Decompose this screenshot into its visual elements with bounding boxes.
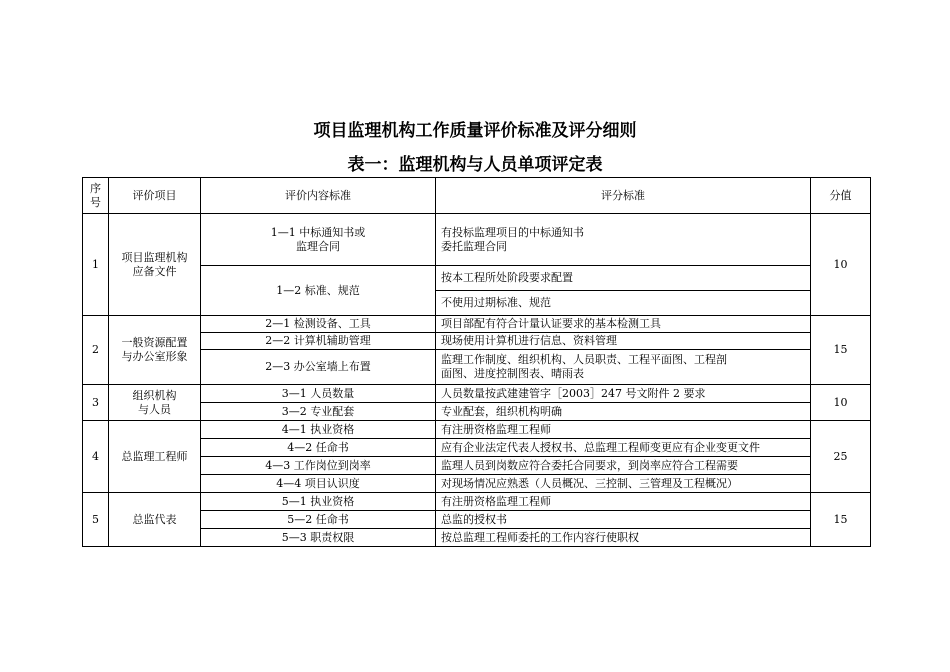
score-cell: 25 (811, 421, 871, 493)
header-content: 评价内容标准 (201, 178, 436, 214)
criteria-cell: 有投标监理项目的中标通知书 委托监理合同 (436, 214, 811, 266)
criteria-cell: 人员数量按武建建管字［2003］247 号文附件 2 要求 (436, 385, 811, 403)
content-cell: 5—3 职责权限 (201, 529, 436, 547)
item-cell: 一般资源配置 与办公室形象 (109, 316, 201, 385)
header-seq: 序 号 (83, 178, 109, 214)
criteria-cell: 不使用过期标准、规范 (436, 291, 811, 316)
criteria-cell: 监理人员到岗数应符合委托合同要求，到岗率应符合工程需要 (436, 457, 811, 475)
content-cell: 3—1 人员数量 (201, 385, 436, 403)
item-cell: 总监代表 (109, 493, 201, 547)
seq-cell: 1 (83, 214, 109, 316)
table-row (83, 529, 871, 547)
content-cell: 1—2 标准、规范 (201, 266, 436, 316)
content-cell: 2—2 计算机辅助管理 (201, 333, 436, 350)
table-row (83, 316, 871, 333)
criteria-cell: 应有企业法定代表人授权书、总监理工程师变更应有企业变更文件 (436, 439, 811, 457)
content-cell: 2—3 办公室墙上布置 (201, 350, 436, 385)
item-cell: 总监理工程师 (109, 421, 201, 493)
content-cell: 3—2 专业配套 (201, 403, 436, 421)
content-cell: 5—2 任命书 (201, 511, 436, 529)
score-cell: 15 (811, 316, 871, 385)
table-row (83, 266, 871, 291)
table-row (83, 475, 871, 493)
criteria-cell: 有注册资格监理工程师 (436, 493, 811, 511)
document-title: 项目监理机构工作质量评价标准及评分细则 (313, 121, 637, 141)
header-item: 评价项目 (109, 178, 201, 214)
content-cell: 1—1 中标通知书或 监理合同 (201, 214, 436, 266)
table-row (83, 214, 871, 266)
header-score: 分值 (811, 178, 871, 214)
header-row (83, 178, 871, 214)
content-cell: 2—1 检测设备、工具 (201, 316, 436, 333)
table-row (83, 403, 871, 421)
table-row (83, 333, 871, 350)
criteria-cell: 按本工程所处阶段要求配置 (436, 266, 811, 291)
item-cell: 项目监理机构 应备文件 (109, 214, 201, 316)
header-criteria: 评分标准 (436, 178, 811, 214)
criteria-cell: 按总监理工程师委托的工作内容行使职权 (436, 529, 811, 547)
table-row (83, 493, 871, 511)
seq-cell: 2 (83, 316, 109, 385)
criteria-cell: 项目部配有符合计量认证要求的基本检测工具 (436, 316, 811, 333)
table-row (83, 457, 871, 475)
item-cell: 组织机构 与人员 (109, 385, 201, 421)
table-row (83, 421, 871, 439)
table-row (83, 439, 871, 457)
content-cell: 4—4 项目认识度 (201, 475, 436, 493)
criteria-cell: 专业配套，组织机构明确 (436, 403, 811, 421)
seq-cell: 5 (83, 493, 109, 547)
seq-cell: 3 (83, 385, 109, 421)
seq-cell: 4 (83, 421, 109, 493)
content-cell: 4—2 任命书 (201, 439, 436, 457)
score-cell: 10 (811, 214, 871, 316)
table-row (83, 511, 871, 529)
score-cell: 15 (811, 493, 871, 547)
criteria-cell: 对现场情况应熟悉（人员概况、三控制、三管理及工程概况） (436, 475, 811, 493)
table-title: 表一：监理机构与人员单项评定表 (347, 155, 603, 175)
criteria-cell: 有注册资格监理工程师 (436, 421, 811, 439)
content-cell: 4—3 工作岗位到岗率 (201, 457, 436, 475)
content-cell: 4—1 执业资格 (201, 421, 436, 439)
table-row (83, 385, 871, 403)
table-row (83, 350, 871, 385)
score-cell: 10 (811, 385, 871, 421)
criteria-cell: 总监的授权书 (436, 511, 811, 529)
content-cell: 5—1 执业资格 (201, 493, 436, 511)
criteria-cell: 现场使用计算机进行信息、资料管理 (436, 333, 811, 350)
evaluation-table (82, 177, 871, 547)
criteria-cell: 监理工作制度、组织机构、人员职责、工程平面图、工程剖 面图、进度控制图表、晴雨表 (436, 350, 811, 385)
